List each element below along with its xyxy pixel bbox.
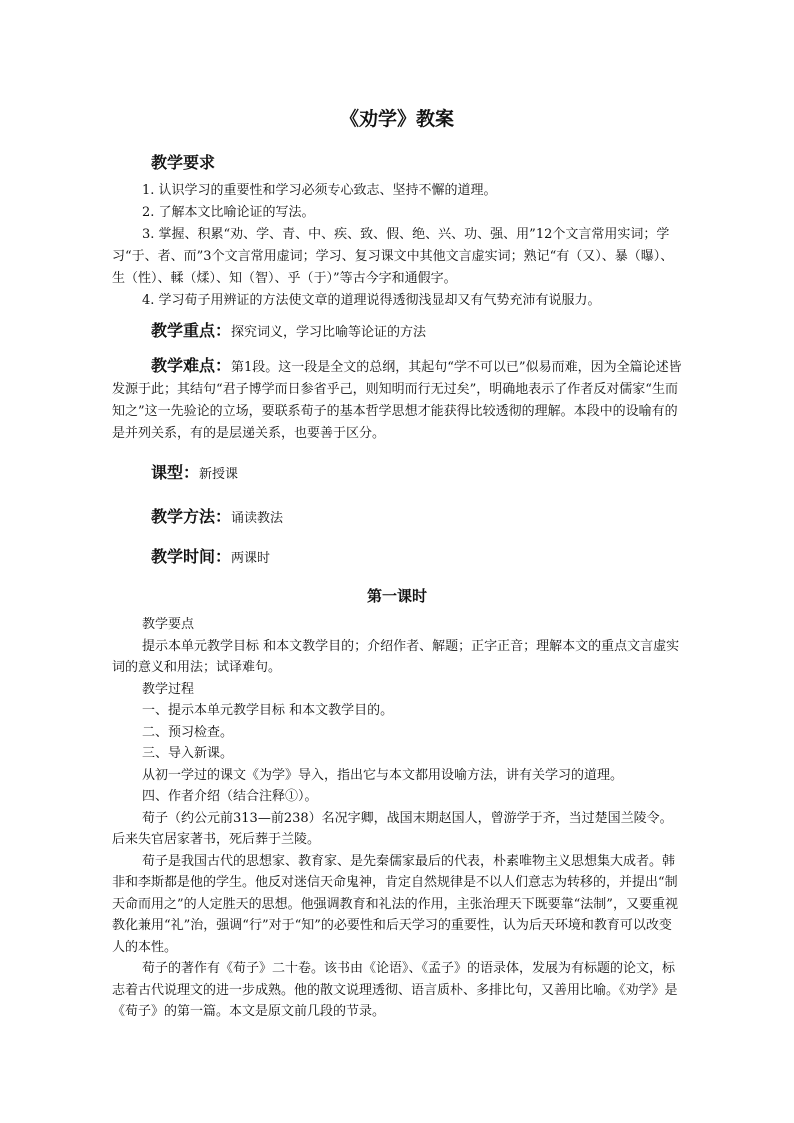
- lesson-type-label: 课型：: [151, 463, 200, 482]
- first-lesson-heading: 第一课时: [366, 587, 427, 605]
- difficulty: [112, 355, 684, 445]
- key-point: [151, 318, 426, 341]
- requirement-item: 1. 认识学习的重要性和学习必须专心致志、坚持不懈的道理。: [142, 183, 497, 198]
- difficulty-label: 教学难点：: [151, 356, 232, 375]
- body-paragraph: 提示本单元教学目标 和本文教学目的；介绍作者、解题；正字正音；理解本文的重点文言虚实词的意义和用法；试译难句。: [112, 638, 680, 675]
- requirement-item: 4. 学习荀子用辨证的方法使文章的道理说得透彻浅显却又有气势充沛有说服力。: [142, 293, 601, 308]
- teaching-method-value: 诵读教法: [231, 511, 284, 526]
- teaching-time: [151, 544, 270, 567]
- requirements-list: [112, 180, 684, 312]
- body-paragraph: 四、作者介绍（结合注释①）。: [142, 789, 318, 804]
- body-paragraph: 一、提示本单元教学目标 和本文教学目的。: [142, 703, 394, 718]
- body-paragraph: 教学要点: [142, 617, 195, 632]
- body-paragraph: 从初一学过的课文《为学》导入，指出它与本文都用设喻方法，讲有关学习的道理。: [142, 767, 624, 783]
- requirement-item: 2. 了解本文比喻论证的写法。: [142, 205, 315, 220]
- teaching-method: [151, 504, 283, 527]
- teaching-time-value: 两课时: [231, 551, 271, 566]
- body-paragraph: 教学过程: [142, 681, 195, 697]
- body-paragraph: 荀子是我国古代的思想家、教育家、是先秦儒家最后的代表，朴素唯物主义思想集大成者。韩非和李斯都是他的学生。他反对迷信天命鬼神，肯定自然规律是不以人们意志为转移的，并提出“制天命而用之”的人定胜天的思想。他强调教育和礼法的作用，主张治理天下既要靠“法制”，又要重视教化兼用“礼”治，强调“行”对于“知”的必要性和后天学习的重要性，认为后天环境和教育可以改变人的本性。: [112, 853, 678, 955]
- body-paragraph: 二、预习检查。: [142, 724, 234, 740]
- body-paragraph: 三、导入新课。: [142, 746, 234, 761]
- first-lesson-body: [112, 614, 684, 1023]
- body-paragraph: 荀子的著作有《荀子》二十卷。该书由《论语》、《孟子》的语录体，发展为有标题的论文，标志着古代说理文的进一步成熟。他的散文说理透彻、语言质朴、多排比句，又善用比喻。《劝学》是《荀子》的第一篇。本文是原文前几段的节录。: [112, 961, 678, 1019]
- body-paragraph: 荀子（约公元前313—前238）名况字卿，战国末期赵国人，曾游学于齐，当过楚国兰陵令。后来失官居家著书，死后葬于兰陵。: [112, 810, 673, 847]
- key-point-value: 探究词义，学习比喻等论证的方法: [231, 325, 427, 340]
- lesson-type: [151, 460, 238, 483]
- teaching-time-label: 教学时间：: [151, 547, 232, 566]
- requirements-heading: 教学要求: [151, 153, 216, 172]
- teaching-method-label: 教学方法：: [151, 507, 232, 526]
- key-point-label: 教学重点：: [151, 321, 232, 340]
- difficulty-value: 第1段。这一段是全文的总纲，其起句“学不可以已”似易而难，因为全篇论述皆发源于此；其结句“君子博学而日参省乎己，则知明而行无过矣”，明确地表示了作者反对儒家“生而知之”这一先验论的立场，要联系荀子的基本哲学思想才能获得比较透彻的理解。本段中的设喻有的是并列关系，有的是层递关系，也要善于区分。: [112, 360, 682, 441]
- lesson-type-value: 新授课: [199, 467, 239, 482]
- document-title: 《劝学》教案: [339, 108, 454, 130]
- requirement-item: 3. 掌握、积累“劝、学、青、中、疾、致、假、绝、兴、功、强、用”12个文言常用实词；学习“于、者、而”3个文言常用虚词；学习、复习课文中其他文言虚实词；熟记“有（又）、暴（曝）、生（性）、輮（煣）、知（智）、乎（于）”等古今字和通假字。: [112, 227, 674, 286]
